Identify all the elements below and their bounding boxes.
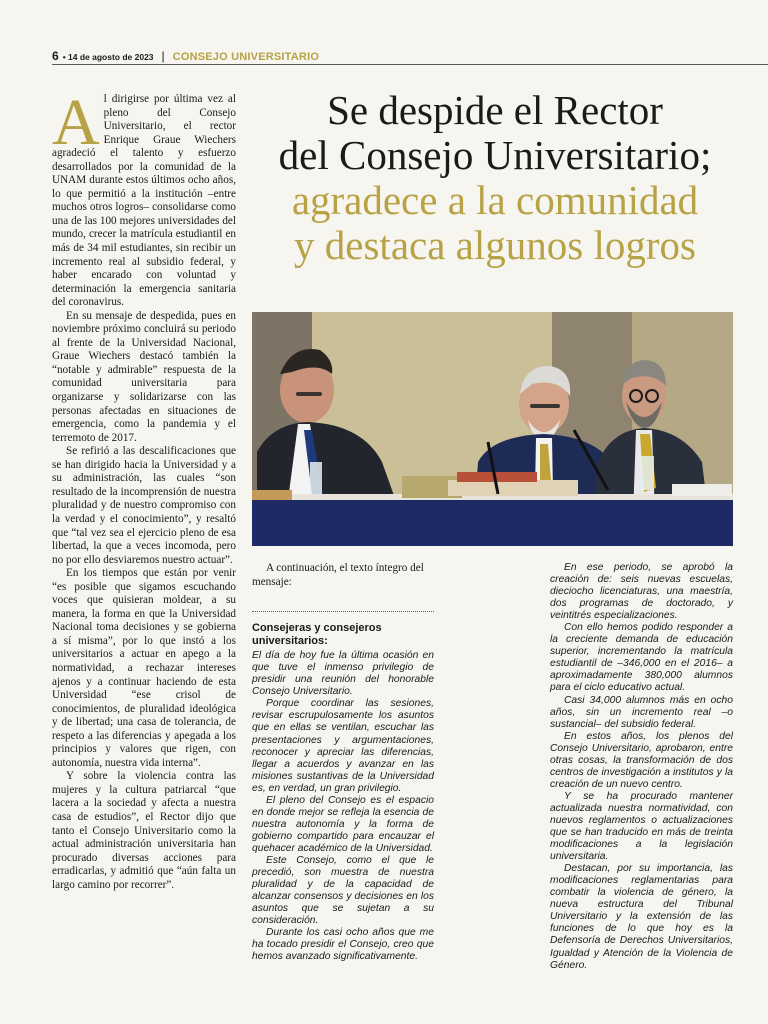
page-header (52, 47, 768, 65)
message-body-middle (252, 650, 434, 963)
message-paragraph: Destacan, por su importancia, las modificaciones reglamentarias para combatir la violencia de género, la nueva estructura del Tribunal Universitario y la extensión de las funciones de lo que hoy es la Defensoría de Derechos Universitarios, Igualdad y Atención de la Violencia de Género. (550, 863, 733, 971)
right-column (550, 562, 733, 972)
message-paragraph: El pleno del Consejo es el espacio en donde mejor se refleja la esencia de nuestra autonomía y la forma de gobierno compartido para encauzar el quehacer académico de la Universidad. (252, 794, 434, 854)
message-paragraph: En estos años, los plenos del Consejo Universitario, aprobaron, entre otras cosas, la transformación de dos centros de investigación a institutos y la creación de un nuevo centro. (550, 730, 733, 790)
left-paragraph-3: Se refirió a las descalificaciones que se han dirigido hacia la Universidad y a su administración, las cuales “son resultado de la incomprensión de nuestra pluralidad y de nuestro compromiso con la verdad y el conocimiento”, y resaltó que “tal vez sea el ejercicio pleno de esa libertad, la que a veces incomoda, pero no por ello desviaremos nuestro actuar”. (52, 445, 236, 566)
headline-line-1: Se despide el Rector (327, 87, 663, 133)
left-paragraph-1: Al dirigirse por última vez al pleno del Consejo Universitario, el rector Enrique Graue Wiechers agradeció el talento y esfuerzo desarrollados por la comunidad de la UNAM durante estos últimos ocho años, lo que permitió a la institución –entre muchos otros logros– consolidarse como una de las 100 mejores universidades del mundo, crecer la matrícula estudiantil en más de 34 mil estudiantes, sin recibir un incremento real al subsidio federal, y haber encarado con voluntad y determinación la emergencia sanitaria del coronavirus. (52, 86, 236, 309)
middle-column (252, 562, 434, 963)
message-paragraph: Durante los casi ocho años que me ha tocado presidir el Consejo, creo que hemos avanzado significativamente. (252, 927, 434, 963)
left-paragraph-2: En su mensaje de despedida, pues en noviembre próximo concluirá su periodo al frente de la Universidad Nacional, Graue Wiechers destacó también la “notable y admirable” respuesta de la comunidad universitaria para organizarse y solidarizarse con las personas afectadas en situaciones de emergencia, como la pandemia y el terremoto de 2017. (52, 309, 236, 444)
message-paragraph: El día de hoy fue la última ocasión en que tuve el inmenso privilegio de presidir una reunión del honorable Consejo Universitario. (252, 650, 434, 698)
council-photo (252, 312, 733, 546)
section-name: CONSEJO UNIVERSITARIO (172, 51, 320, 63)
message-paragraph: Con ello hemos podido responder a la creciente demanda de educación superior, incrementando la matrícula estudiantil de –346,000 en el 2016– a aproximadamente 380,000 alumnos para el ciclo educativo actual. (550, 622, 733, 694)
headline-line-3: agradece a la comunidad (291, 177, 699, 223)
page-number: 6 (52, 49, 59, 63)
header-rule (52, 64, 768, 65)
message-salutation: Consejeras y consejeros universitarios: (252, 622, 382, 648)
dotted-divider (252, 611, 434, 612)
headline-line-4: y destaca algunos logros (294, 222, 696, 268)
header-separator: | (161, 49, 165, 63)
message-paragraph: Casi 34,000 alumnos más en ocho años, sin un incremento real –o sustancial– del subsidio federal. (550, 694, 733, 730)
left-column (52, 86, 236, 892)
drop-cap: A (52, 86, 100, 159)
left-paragraph-5: Y sobre la violencia contra las mujeres y la cultura patriarcal “que lacera a la sociedad y afecta a nuestra casa de estudios”, el Rector dijo que tanto el Consejo Universitario como la actual administración universitaria han procurado diversas acciones para erradicarlas, y admitió que “aún falta un largo camino por recorrer”. (52, 770, 236, 891)
council-photo-illustration (252, 312, 733, 546)
message-paragraph: Y se ha procurado mantener actualizada nuestra normatividad, con nuevos reglamentos o actualizaciones que se han traducido en más de treinta modificaciones a la legislación universitaria. (550, 790, 733, 863)
article-headline (250, 88, 740, 268)
issue-date: • 14 de agosto de 2023 (62, 52, 154, 62)
message-paragraph: Porque coordinar las sesiones, revisar escrupulosamente los asuntos que en ellas se ventilan, escuchar las presentaciones y argumentaciones, reconocer y apreciar las diferencias, llegar a acuerdos y avanzar en las misiones sustantivas de la Universidad es, en verdad, un gran privilegio. (252, 698, 434, 794)
left-paragraph-4: En los tiempos que están por venir “es posible que sigamos escuchando voces que quisieran moldear, a su manera, la forma en que la Universidad Nacional toma decisiones y se gobierna a sí misma”, por lo que instó a los universitarios a actuar en apego a la normatividad, a rechazar intereses ajenos y a continuar haciendo de esta Universidad “ese crisol de conocimientos, de pluralidad ideológica y de libertad; una casa de tolerancia, de respeto a las diferencias y apegada a los principios y valores que rigen, con autonomía, nuestra vida interna”. (52, 567, 236, 769)
message-paragraph: Este Consejo, como el que le precedió, son muestra de nuestra pluralidad y de la capacidad de alcanzar consensos y decisiones en los asuntos que se sujetan a su consideración. (252, 854, 434, 927)
message-paragraph: En ese periodo, se aprobó la creación de: seis nuevas escuelas, dieciocho licenciaturas, una maestría, dos programas de doctorado, y veintitrés especializaciones. (550, 562, 733, 622)
headline-line-2: del Consejo Universitario; (278, 132, 712, 178)
message-intro: A continuación, el texto íntegro del mensaje: (252, 562, 424, 588)
